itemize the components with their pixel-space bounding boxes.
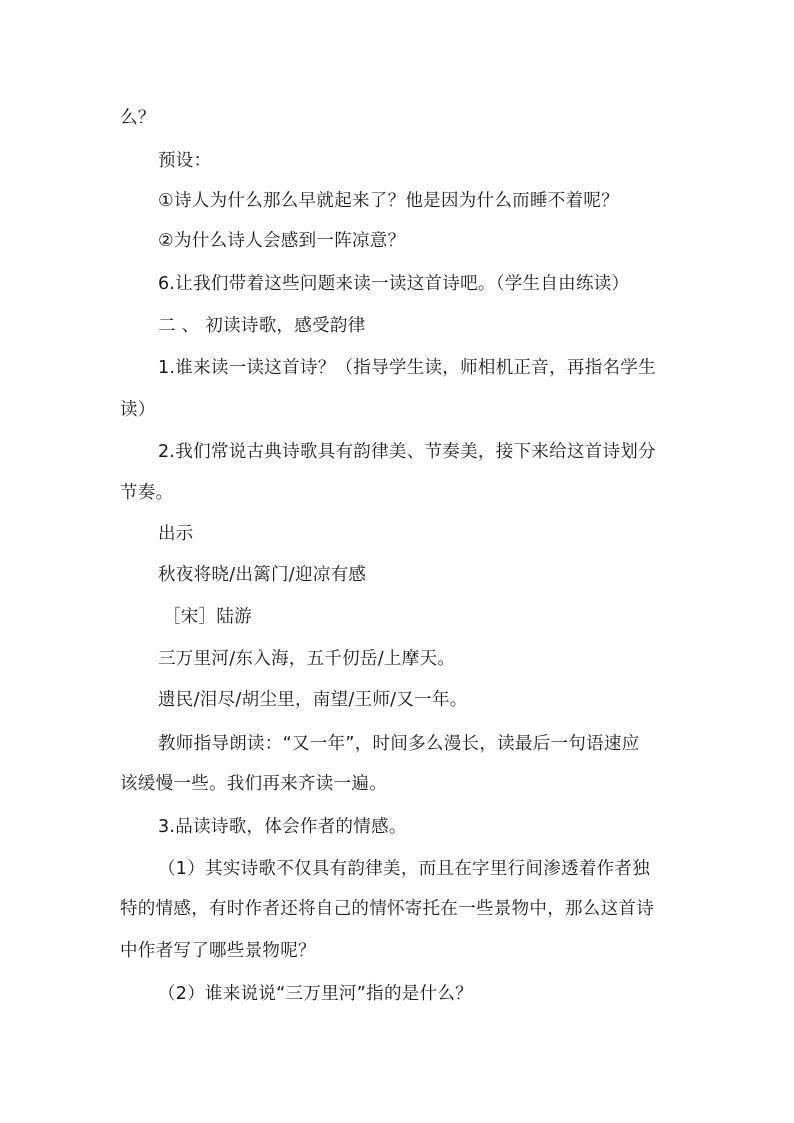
text-line: 6.让我们带着这些问题来读一读这首诗吧。（学生自由练读） [158, 274, 630, 294]
poem-line: 遗民/泪尽/胡尘里，南望/王师/又一年。 [158, 690, 468, 710]
text-line: （1）其实诗歌不仅具有韵律美，而且在字里行间渗透着作者独 [158, 859, 651, 879]
text-line: 1.谁来读一读这首诗？（指导学生读，师相机正音，再指名学生 [158, 358, 656, 378]
text-line: ②为什么诗人会感到一阵凉意？ [158, 231, 406, 251]
poem-author: ［宋］陆游 [163, 607, 252, 627]
text-line: 教师指导朗读：“又一年”，时间多么漫长，读最后一句语速应 [158, 734, 640, 754]
text-line: 读） [120, 400, 156, 420]
text-line: 该缓慢一些。我们再来齐读一遍。 [120, 774, 387, 794]
section-heading: 二 、 初读诗歌，感受韵律 [158, 316, 366, 336]
text-line: ①诗人为什么那么早就起来了？他是因为什么而睡不着呢？ [158, 191, 619, 211]
text-line: 预设： [158, 151, 212, 171]
text-line: 特的情感，有时作者还将自己的情怀寄托在一些景物中，那么这首诗 [120, 899, 654, 919]
text-line: 么？ [120, 108, 156, 128]
text-line: 中作者写了哪些景物呢？ [120, 941, 316, 961]
text-line: （2）谁来说说“三万里河”指的是什么？ [158, 984, 473, 1004]
poem-line: 三万里河/东入海，五千仞岳/上摩天。 [158, 649, 456, 669]
text-line: 2.我们常说古典诗歌具有韵律美、节奏美，接下来给这首诗划分 [158, 442, 656, 462]
text-line: 3.品读诗歌，体会作者的情感。 [158, 817, 407, 837]
poem-title: 秋夜将晓/出篱门/迎凉有感 [158, 565, 367, 585]
text-line: 出示 [158, 524, 194, 544]
text-line: 节奏。 [120, 483, 174, 503]
